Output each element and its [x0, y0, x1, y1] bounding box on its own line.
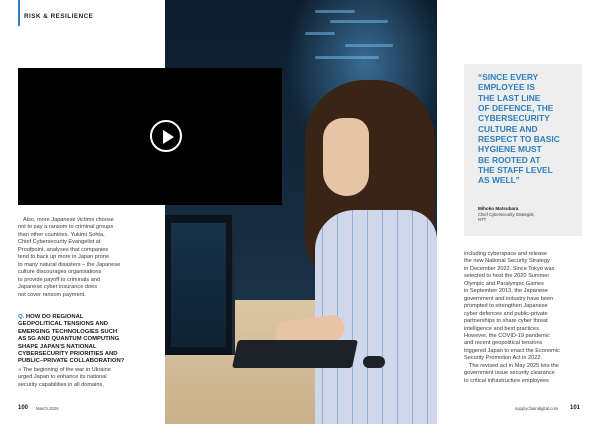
play-button[interactable] [150, 120, 182, 152]
left-page-number: 100 [18, 405, 29, 411]
question-line: EMERGING TECHNOLOGIES SUCH [18, 328, 118, 335]
text-line: the new National Security Strategy [464, 258, 550, 265]
section-label: RISK & RESILIENCE [24, 13, 94, 20]
question-line: PUBLIC–PRIVATE COLLABORATION? [18, 358, 125, 365]
question-mark: Q. [18, 314, 25, 320]
text-line: Japanese cyber insurance does [18, 284, 97, 291]
quote-line: AS WELL” [478, 175, 520, 186]
question-line: AS 5G AND QUANTUM COMPUTING [18, 336, 120, 343]
quote-line: RESPECT TO BASIC [478, 134, 560, 145]
issue-date: March 2026 [36, 406, 59, 411]
text-line: including cyberspace and release [464, 251, 548, 257]
video-player[interactable] [18, 68, 282, 205]
text-line: Olympic and Paralympic Games [464, 280, 544, 287]
text-line: urged Japan to enhance its national [18, 374, 107, 381]
role-line: NTT [478, 217, 487, 223]
text-line: Security Promotion Act in 2022. [464, 355, 543, 362]
text-line: security capabilities in all domains, [18, 381, 104, 388]
monitor [165, 215, 235, 355]
text-line: Chief Cybersecurity Evangelist at [18, 239, 101, 246]
text-line: selected to host the 2020 Summer [464, 273, 550, 280]
text-line: in December 2022. Since Tokyo was [464, 265, 555, 272]
code-line [315, 10, 355, 13]
quote-line: CYBERSECURITY [478, 113, 550, 124]
play-icon [163, 130, 174, 144]
text-line: not to pay a ransom to criminal groups [18, 224, 114, 231]
right-paragraph [464, 251, 560, 385]
quote-line: THE LAST LINE [478, 92, 541, 103]
mouse [363, 356, 385, 368]
answer-paragraph [18, 367, 111, 389]
text-line: The revised act in May 2025 lets the [469, 362, 559, 369]
section-rule [18, 0, 20, 26]
text-line: partnerships to share cyber threat [464, 318, 548, 325]
text-line: The beginning of the war in Ukraine [22, 367, 111, 373]
quote-line: OF DEFENCE, THE [478, 103, 554, 114]
text-line: intelligence and best practices. [464, 325, 541, 332]
text-line: However, the COVID-19 pandemic [464, 332, 550, 339]
text-line: in September 2013, the Japanese [464, 288, 548, 295]
quote-line: HYGIENE MUST [478, 144, 542, 155]
code-line [305, 32, 335, 35]
quote-line: CULTURE AND [478, 123, 538, 134]
text-line: culture discourages organisations [18, 269, 102, 276]
text-line: Proofpoint, analyses that companies [18, 246, 109, 253]
text-line: to provide payoff to criminals and [18, 276, 100, 283]
text-line: government and industry have been [464, 295, 554, 302]
keyboard [232, 340, 358, 368]
quote-line: BE ROOTED AT [478, 154, 541, 165]
question-line: CYBERSECURITY PRIORITIES AND [18, 351, 118, 358]
pull-quote-text [478, 72, 560, 186]
person-face [323, 118, 369, 196]
text-line: and recent geopolitical tensions [464, 340, 543, 347]
question-line: SHAPE JAPAN'S NATIONAL [18, 343, 97, 350]
text-line: cyber defences and public-private [464, 310, 548, 317]
quote-author-name: Mihoko Matsubara [478, 206, 519, 211]
background-photo-woman-at-computer [165, 0, 437, 424]
question-heading [18, 314, 124, 366]
text-line: prompted to strengthen Japanese [464, 303, 548, 310]
text-line: triggered Japan to enact the Economic [464, 347, 560, 354]
text-line: tend to back up more in Japan prone [18, 254, 110, 261]
right-page-number: 101 [570, 405, 581, 411]
text-line: than other countries. Yukimi Sohta, [18, 231, 105, 238]
text-line: government issue security clearance [464, 370, 555, 377]
text-line: not cover ransom payment. [18, 291, 86, 298]
quote-line: THE STAFF LEVEL [478, 165, 553, 176]
question-line: HOW DO REGIONAL [25, 314, 84, 320]
text-line: Also, more Japanese victims choose [23, 217, 114, 223]
role-line: Chief Cybersecurity Strategist, [478, 212, 535, 217]
quote-author-role [478, 212, 535, 222]
quote-line: “SINCE EVERY [478, 72, 539, 82]
answer-marker: » [18, 367, 22, 373]
code-line [315, 56, 379, 59]
code-line [345, 44, 393, 47]
site-url: supplychaindigital.com [515, 406, 559, 411]
text-line: to critical infrastructure employees [464, 377, 549, 384]
quote-line: EMPLOYEE IS [478, 82, 535, 93]
text-line: to many natural disasters – the Japanese [18, 261, 121, 268]
code-line [330, 20, 388, 23]
left-paragraph [18, 217, 120, 299]
question-line: GEOPOLITICAL TENSIONS AND [18, 321, 109, 328]
pull-quote [464, 64, 582, 236]
